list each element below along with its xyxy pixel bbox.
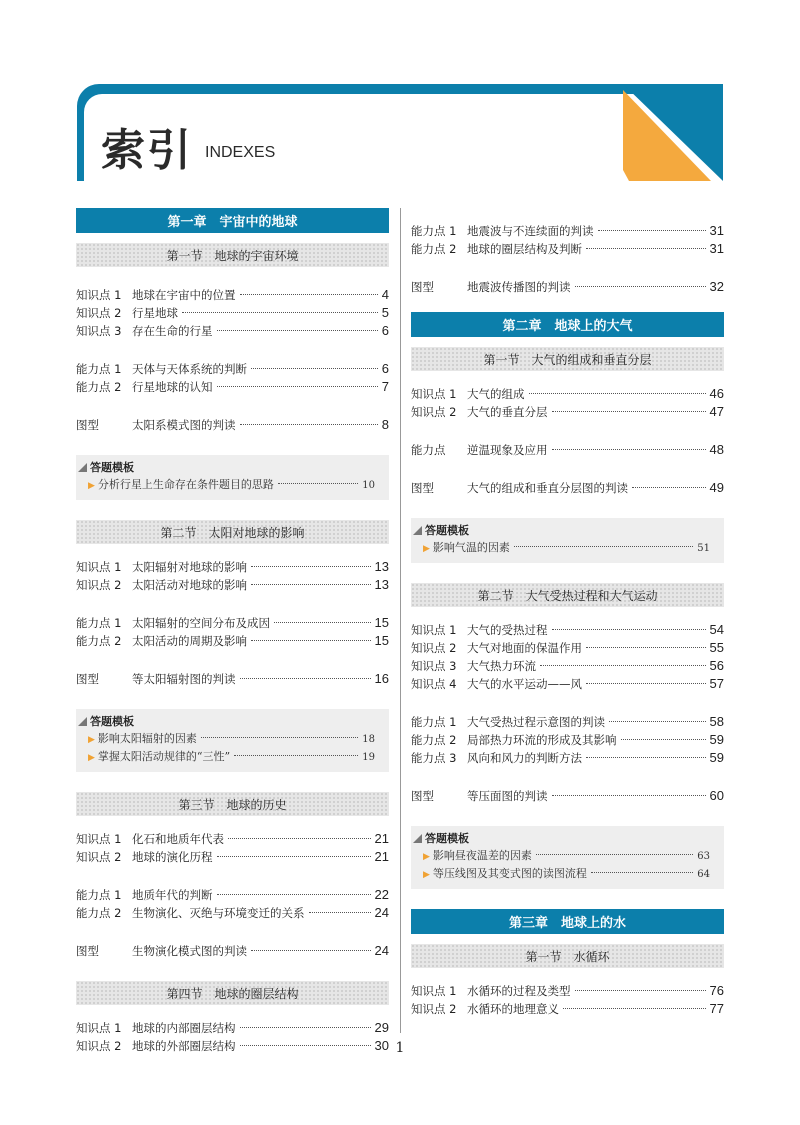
template-item-text: 分析行星上生命存在条件题目的思路 <box>97 478 274 491</box>
template-heading <box>76 712 389 730</box>
chapter-heading[interactable]: 第二章 地球上的大气 <box>411 312 724 337</box>
arrow-right-icon: ▶ <box>88 481 95 491</box>
index-row[interactable] <box>76 379 389 397</box>
row-text: 太阳系模式图的判读 <box>132 418 236 432</box>
row-text: 大气热力环流 <box>467 659 536 673</box>
page-number: 49 <box>709 480 724 495</box>
page-number: 77 <box>709 1001 724 1016</box>
column-divider <box>400 208 401 1033</box>
dot-leader <box>586 646 706 648</box>
dot-leader <box>536 853 693 855</box>
index-row[interactable] <box>411 732 724 750</box>
arrow-right-icon: ▶ <box>423 852 430 862</box>
row-text: 地球的演化历程 <box>132 850 213 864</box>
dot-leader <box>632 486 706 488</box>
row-label: 能力点 1 <box>76 616 122 630</box>
index-row[interactable] <box>76 905 389 923</box>
chapter-heading[interactable]: 第三章 地球上的水 <box>411 909 724 934</box>
row-text: 大气的组成和垂直分层图的判读 <box>467 481 628 495</box>
page-number: 46 <box>709 386 724 401</box>
row-label: 能力点 1 <box>76 362 122 376</box>
row-label: 知识点 1 <box>76 1021 122 1035</box>
index-row[interactable] <box>411 622 724 640</box>
index-row[interactable] <box>76 849 389 867</box>
page-number: 24 <box>374 905 389 920</box>
dot-leader <box>201 736 358 738</box>
row-text: 太阳辐射对地球的影响 <box>132 560 247 574</box>
row-label: 知识点 1 <box>76 560 122 574</box>
row-label: 能力点 2 <box>76 380 122 394</box>
dot-leader <box>240 293 378 295</box>
dot-leader <box>552 628 706 630</box>
row-label: 能力点 1 <box>76 888 122 902</box>
dot-leader <box>575 285 706 287</box>
dot-leader <box>240 1026 371 1028</box>
index-row[interactable] <box>411 750 724 768</box>
index-row[interactable] <box>411 676 724 694</box>
arrow-right-icon: ▶ <box>88 753 95 763</box>
index-row[interactable] <box>76 417 389 435</box>
row-text: 风向和风力的判断方法 <box>467 751 582 765</box>
template-heading <box>411 521 724 539</box>
dot-leader <box>609 720 706 722</box>
page-number: 32 <box>709 279 724 294</box>
corner-triangle-icon <box>413 834 422 843</box>
dot-leader <box>251 565 371 567</box>
row-label: 能力点 2 <box>411 733 457 747</box>
index-row[interactable] <box>76 577 389 595</box>
corner-triangle-icon <box>413 526 422 535</box>
row-label: 知识点 3 <box>76 324 122 338</box>
template-item[interactable] <box>76 476 389 494</box>
page-number: 58 <box>709 714 724 729</box>
template-title: 答题模板 <box>90 715 134 728</box>
dot-leader <box>591 871 693 873</box>
template-item[interactable] <box>411 539 724 557</box>
row-label: 能力点 2 <box>76 634 122 648</box>
row-label: 能力点 2 <box>76 906 122 920</box>
row-label: 知识点 1 <box>411 984 457 998</box>
corner-triangle-icon <box>78 463 87 472</box>
row-text: 地球在宇宙中的位置 <box>132 288 236 302</box>
index-row[interactable] <box>411 386 724 404</box>
dot-leader <box>563 1007 706 1009</box>
template-item-text: 影响气温的因素 <box>432 541 510 554</box>
dot-leader <box>240 423 378 425</box>
template-item[interactable] <box>411 847 724 865</box>
row-text: 逆温现象及应用 <box>467 443 548 457</box>
row-label: 知识点 1 <box>76 288 122 302</box>
page-number: 8 <box>381 417 389 432</box>
index-row[interactable] <box>76 305 389 323</box>
page-number: 56 <box>709 658 724 673</box>
section-heading[interactable]: 第四节 地球的圈层结构 <box>76 981 389 1005</box>
index-row[interactable] <box>411 1001 724 1019</box>
row-text: 地球的内部圈层结构 <box>132 1021 236 1035</box>
dot-leader <box>598 229 706 231</box>
corner-triangle-icon <box>78 717 87 726</box>
index-row[interactable] <box>411 658 724 676</box>
dot-leader <box>234 754 358 756</box>
row-label: 知识点 2 <box>411 405 457 419</box>
dot-leader <box>540 664 706 666</box>
row-label: 知识点 1 <box>411 623 457 637</box>
dot-leader <box>552 448 706 450</box>
row-label: 图型 <box>76 944 99 958</box>
row-label: 知识点 4 <box>411 677 457 691</box>
page-number: 24 <box>374 943 389 958</box>
index-row[interactable] <box>76 943 389 961</box>
dot-leader <box>217 329 378 331</box>
row-label: 能力点 1 <box>411 715 457 729</box>
index-row[interactable] <box>76 831 389 849</box>
page-number: 6 <box>381 323 389 338</box>
left-column <box>76 208 389 1056</box>
answer-template-box <box>76 455 389 500</box>
row-text: 地球的圈层结构及判断 <box>467 242 582 256</box>
index-row[interactable] <box>411 442 724 460</box>
dot-leader <box>552 410 706 412</box>
page-number: 51 <box>697 543 710 554</box>
index-row[interactable] <box>76 1020 389 1038</box>
dot-leader <box>217 385 378 387</box>
page-number: 31 <box>709 223 724 238</box>
page-number: 59 <box>709 750 724 765</box>
page-number: 64 <box>697 869 710 880</box>
dot-leader <box>240 677 371 679</box>
title-english: INDEXES <box>205 144 276 161</box>
index-row[interactable] <box>411 640 724 658</box>
row-text: 水循环的地理意义 <box>467 1002 559 1016</box>
page-number: 22 <box>374 887 389 902</box>
page-number: 13 <box>374 577 389 592</box>
template-item-text: 影响昼夜温差的因素 <box>432 849 532 862</box>
page-number: 15 <box>374 615 389 630</box>
index-row[interactable] <box>411 788 724 806</box>
section-heading[interactable]: 第三节 地球的历史 <box>76 792 389 816</box>
page-number: 6 <box>381 361 389 376</box>
page-number: 21 <box>374 849 389 864</box>
row-label: 图型 <box>411 481 434 495</box>
dot-leader <box>575 989 706 991</box>
row-label: 知识点 3 <box>411 659 457 673</box>
template-title: 答题模板 <box>425 832 469 845</box>
row-label: 图型 <box>76 418 99 432</box>
dot-leader <box>278 482 358 484</box>
row-text: 地震波传播图的判读 <box>467 280 571 294</box>
page-number: 31 <box>709 241 724 256</box>
index-row[interactable] <box>411 223 724 241</box>
page-number: 29 <box>374 1020 389 1035</box>
index-row[interactable] <box>76 615 389 633</box>
page-number: 5 <box>381 305 389 320</box>
row-label: 知识点 2 <box>76 850 122 864</box>
row-text: 生物演化模式图的判读 <box>132 944 247 958</box>
row-text: 等压面图的判读 <box>467 789 548 803</box>
dot-leader <box>274 621 371 623</box>
dot-leader <box>621 738 706 740</box>
row-text: 地质年代的判断 <box>132 888 213 902</box>
index-row[interactable] <box>76 887 389 905</box>
row-label: 知识点 2 <box>411 641 457 655</box>
page-footer-number: 1 <box>395 1040 405 1056</box>
index-row[interactable] <box>76 671 389 689</box>
page-number: 48 <box>709 442 724 457</box>
template-title: 答题模板 <box>90 461 134 474</box>
row-text: 生物演化、灭绝与环境变迁的关系 <box>132 906 305 920</box>
index-row[interactable] <box>411 714 724 732</box>
template-item-text: 掌握太阳活动规律的“三性” <box>97 750 231 763</box>
row-text: 大气的水平运动——风 <box>467 677 582 691</box>
answer-template-box <box>411 826 724 889</box>
template-item-text: 影响太阳辐射的因素 <box>97 732 197 745</box>
page-number: 7 <box>381 379 389 394</box>
dot-leader <box>217 855 371 857</box>
page-number: 57 <box>709 676 724 691</box>
page-number: 47 <box>709 404 724 419</box>
row-label: 图型 <box>76 672 99 686</box>
corner-triangle-icon <box>623 84 723 181</box>
page-number: 19 <box>362 752 375 763</box>
page-number: 55 <box>709 640 724 655</box>
row-label: 知识点 2 <box>76 578 122 592</box>
row-text: 太阳活动的周期及影响 <box>132 634 247 648</box>
page-number: 30 <box>374 1038 389 1053</box>
row-label: 知识点 2 <box>76 306 122 320</box>
row-text: 行星地球的认知 <box>132 380 213 394</box>
row-label: 能力点 <box>411 443 446 457</box>
row-text: 化石和地质年代表 <box>132 832 224 846</box>
page-number: 16 <box>374 671 389 686</box>
page-number: 10 <box>362 480 375 491</box>
row-text: 地球的外部圈层结构 <box>132 1039 236 1053</box>
dot-leader <box>309 911 371 913</box>
row-text: 大气对地面的保温作用 <box>467 641 582 655</box>
section-heading[interactable]: 第一节 大气的组成和垂直分层 <box>411 347 724 371</box>
dot-leader <box>514 545 693 547</box>
section-heading[interactable]: 第二节 太阳对地球的影响 <box>76 520 389 544</box>
title-chinese: 索引 <box>101 125 193 176</box>
row-label: 图型 <box>411 789 434 803</box>
chapter-heading[interactable]: 第一章 宇宙中的地球 <box>76 208 389 233</box>
row-text: 局部热力环流的形成及其影响 <box>467 733 617 747</box>
dot-leader <box>182 311 378 313</box>
row-text: 行星地球 <box>132 306 178 320</box>
index-row[interactable] <box>411 480 724 498</box>
index-row[interactable] <box>76 287 389 305</box>
page-number: 4 <box>381 287 389 302</box>
index-header <box>77 84 723 181</box>
dot-leader <box>251 639 371 641</box>
row-text: 存在生命的行星 <box>132 324 213 338</box>
answer-template-box <box>76 709 389 772</box>
row-text: 天体与天体系统的判断 <box>132 362 247 376</box>
page-number: 15 <box>374 633 389 648</box>
row-text: 太阳辐射的空间分布及成因 <box>132 616 270 630</box>
template-item-text: 等压线图及其变式图的读图流程 <box>432 867 587 880</box>
row-text: 大气的垂直分层 <box>467 405 548 419</box>
template-heading <box>411 829 724 847</box>
row-text: 大气的组成 <box>467 387 525 401</box>
template-heading <box>76 458 389 476</box>
index-row[interactable] <box>411 983 724 1001</box>
page-number: 13 <box>374 559 389 574</box>
dot-leader <box>217 893 371 895</box>
page-number: 63 <box>697 851 710 862</box>
answer-template-box <box>411 518 724 563</box>
section-heading[interactable]: 第一节 地球的宇宙环境 <box>76 243 389 267</box>
index-row[interactable] <box>411 404 724 422</box>
row-label: 知识点 2 <box>76 1039 122 1053</box>
index-row[interactable] <box>76 323 389 341</box>
index-row[interactable] <box>411 241 724 259</box>
template-item[interactable] <box>411 865 724 883</box>
template-item[interactable] <box>76 748 389 766</box>
row-text: 水循环的过程及类型 <box>467 984 571 998</box>
section-heading[interactable]: 第二节 大气受热过程和大气运动 <box>411 583 724 607</box>
row-label: 图型 <box>411 280 434 294</box>
arrow-right-icon: ▶ <box>88 735 95 745</box>
section-heading[interactable]: 第一节 水循环 <box>411 944 724 968</box>
arrow-right-icon: ▶ <box>423 544 430 554</box>
page-number: 59 <box>709 732 724 747</box>
dot-leader <box>251 949 371 951</box>
index-row[interactable] <box>76 361 389 379</box>
row-text: 大气的受热过程 <box>467 623 548 637</box>
dot-leader <box>251 583 371 585</box>
dot-leader <box>586 682 706 684</box>
row-text: 等太阳辐射图的判读 <box>132 672 236 686</box>
index-row[interactable] <box>76 633 389 651</box>
dot-leader <box>586 756 706 758</box>
dot-leader <box>552 794 706 796</box>
page-number: 21 <box>374 831 389 846</box>
right-column <box>411 208 724 1019</box>
index-row[interactable] <box>76 559 389 577</box>
row-text: 太阳活动对地球的影响 <box>132 578 247 592</box>
dot-leader <box>586 247 706 249</box>
row-label: 知识点 1 <box>76 832 122 846</box>
row-label: 知识点 2 <box>411 1002 457 1016</box>
template-title: 答题模板 <box>425 524 469 537</box>
index-row[interactable] <box>411 279 724 297</box>
page-number: 54 <box>709 622 724 637</box>
page-number: 76 <box>709 983 724 998</box>
row-label: 能力点 1 <box>411 224 457 238</box>
row-label: 能力点 3 <box>411 751 457 765</box>
dot-leader <box>529 392 706 394</box>
row-label: 知识点 1 <box>411 387 457 401</box>
arrow-right-icon: ▶ <box>423 870 430 880</box>
template-item[interactable] <box>76 730 389 748</box>
dot-leader <box>251 367 378 369</box>
row-label: 能力点 2 <box>411 242 457 256</box>
page-number: 18 <box>362 734 375 745</box>
row-text: 大气受热过程示意图的判读 <box>467 715 605 729</box>
row-text: 地震波与不连续面的判读 <box>467 224 594 238</box>
dot-leader <box>228 837 371 839</box>
page-number: 60 <box>709 788 724 803</box>
